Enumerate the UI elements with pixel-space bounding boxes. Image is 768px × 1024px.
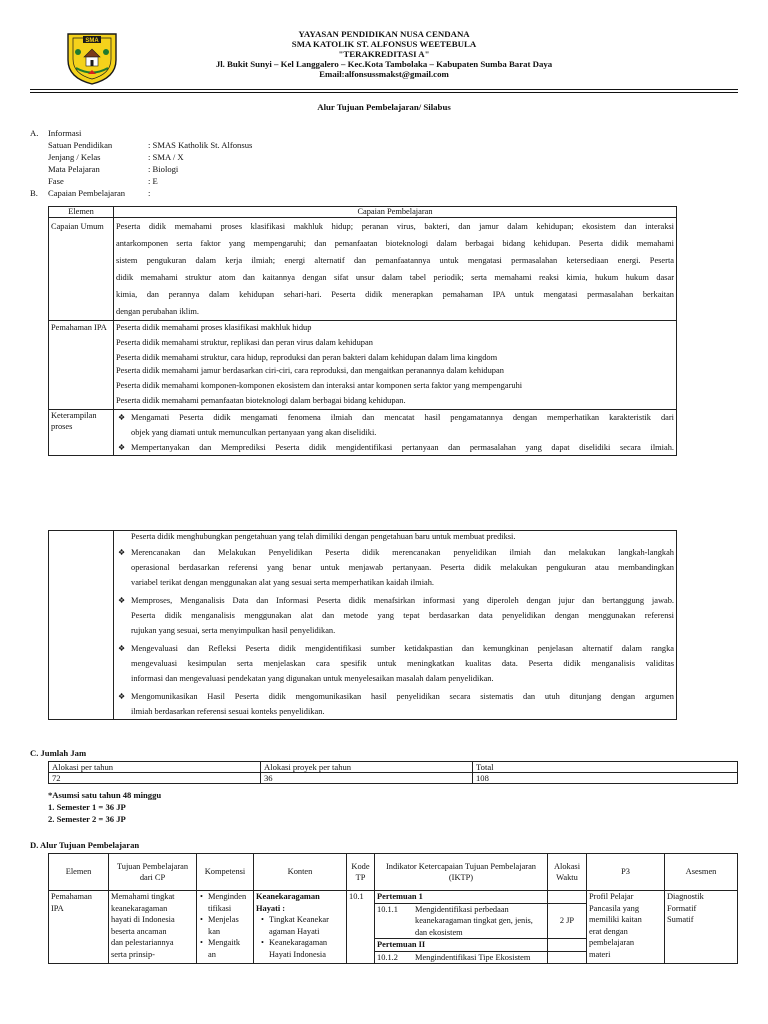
capaian-table <box>48 206 677 456</box>
list-item: ❖ Mempertanyakan dan Memprediksi Peserta didik mengidentifikasi pertanyaan dan permasalahan yang dapat diselidiki secara ilmiah. <box>116 440 674 455</box>
elemen-cell: Capaian Umum <box>49 218 114 321</box>
list-item: ❖ Mengamati Peserta didik mengamati fenomena ilmiah dan mencatat hasil pengamatannya dengan memperhatikan karakteristik dari objek yang diamati untuk memunculkan pertanyaan yang akan diselidiki. <box>116 410 674 440</box>
table-header-row <box>49 762 738 773</box>
bullet-icon: ❖ <box>118 596 126 605</box>
svg-text:SMA: SMA <box>85 38 99 44</box>
address: Jl. Bukit Sunyi – Kel Langgalero – Kec.Kota Tambolaka – Kabupaten Sumba Barat Daya <box>215 59 553 69</box>
bullet-icon: ❖ <box>118 692 126 701</box>
table-row <box>49 891 738 964</box>
table-cell: 10.1 <box>347 891 375 964</box>
header-elemen: Elemen <box>49 207 114 218</box>
header-cell: Kompetensi <box>197 854 254 891</box>
table-cell: 2 JP <box>548 891 587 964</box>
school-name: SMA KATOLIK ST. ALFONSUS WEETEBULA <box>291 39 477 49</box>
header-cell: Konten <box>254 854 347 891</box>
table-cell: 36 <box>261 773 473 784</box>
email: Email:alfonsussmakst@gmail.com <box>319 69 449 79</box>
table-row <box>49 410 677 456</box>
table-header-row <box>49 854 738 891</box>
letterhead <box>180 29 588 79</box>
list-item: • Keanekaragaman Hayati Indonesia <box>261 938 328 959</box>
list-item: Peserta didik memahami komponen-komponen ekosistem dan interaksi antar komponen serta faktor yang mempengaruhi <box>116 381 523 390</box>
header-cell: P3 <box>587 854 665 891</box>
table-cell: 72 <box>49 773 261 784</box>
table-cell: Memahami tingkat keanekaragaman hayati di Indonesia beserta ancaman dan pelestariannya serta prinsip- <box>109 891 197 964</box>
elemen-cell: Keterampilan proses <box>49 410 114 456</box>
letterhead-divider-thin <box>30 92 738 93</box>
list-item: • Menjelas kan <box>200 915 239 936</box>
table-cell: Profil Pelajar Pancasila yang memiliki kaitan erat dengan pembelajaran materi <box>587 891 665 964</box>
header-cell: Asesmen <box>665 854 738 891</box>
bullet-icon: ❖ <box>118 548 126 557</box>
section-number: A. <box>30 128 39 138</box>
list-item: Peserta didik memahami proses klasifikasi makhluk hidup <box>116 323 312 332</box>
header-capaian: Capaian Pembelajaran <box>114 207 677 218</box>
list-item: ❖ Mengomunikasikan Hasil Peserta didik mengomunikasikan hasil penyelidikan secara sistematis dan utuh ditunjang dengan argumen ilmiah berdasarkan referensi sesuai konteks penyelidikan. <box>116 689 674 719</box>
capaian-table-continued <box>48 530 677 720</box>
header-cell: Tujuan Pembelajaran dari CP <box>109 854 197 891</box>
foundation-name: YAYASAN PENDIDIKAN NUSA CENDANA <box>298 29 470 39</box>
list-item: Peserta didik memahami pemanfaatan bioteknologi dalam berbagai bidang kehidupan. <box>116 396 406 405</box>
atp-table <box>48 853 738 964</box>
list-item: • Mengaitk an <box>200 938 241 959</box>
header-cell: Alokasi Waktu <box>548 854 587 891</box>
pemahaman-cell <box>114 321 677 410</box>
capaian-umum-cell: Peserta didik memahami proses klasifikasi makhluk hidup; peranan virus, bakteri, dan jamur dalam kehidupan; ekosistem dan interaksi antarkomponen serta faktor yang mempengaruhi; dan pemanfaatan bioteknologi dalam berbagai bidang kehidupan. Peserta didik memahami sistem pengukuran dalam kerja ilmiah; energi alternatif dan pemanfaatannya untuk mengatasi permasalahan ketersediaan energi. Peserta didik memahami struktur atom dan kaitannya dengan sifat unsur dalam tabel periodik; serta memahami reaksi kimia, hukum hukum dasar kimia, dan perannya dalam kehidupan sehari-hari. Peserta didik menerapkan pemahaman IPA untuk mengatasi permasalahan berkaitan dengan perubahan iklim. <box>114 218 677 321</box>
list-item: Peserta didik memahami jamur berdasarkan ciri-ciri, cara reproduksi, dan mengaitkan peranannya dalam kehidupan <box>116 366 504 375</box>
list-item: 10.1.1 Mengidentifikasi perbedaan keanekaragaman tingkat gen, jenis, dan ekosistem <box>375 904 547 940</box>
keterampilan-cell <box>114 410 677 456</box>
header-cell: Total <box>473 762 738 773</box>
list-item: ❖ Memproses, Menganalisis Data dan Informasi Peserta didik menafsirkan informasi yang diperoleh dengan jujur dan bertanggung jawab. Peserta didik menganalisis menggunakan alat dan metode yang tepat berdasarkan data penyelidikan dengan menggunakan referensi rujukan yang sesuai, serta menyimpulkan hasil penyelidikan. <box>116 593 674 638</box>
iktp-cell: Pertemuan 1 10.1.1 Mengidentifikasi perbedaan keanekaragaman tingkat gen, jenis, dan ekosistem Pertemuan II 10.1.2 Mengindentifikasi Tipe Ekosistem <box>375 891 548 964</box>
list-item: 10.1.2 Mengindentifikasi Tipe Ekosistem <box>377 952 531 962</box>
table-row <box>49 218 677 321</box>
elemen-cell: Pemahaman IPA <box>49 321 114 410</box>
table-header-row <box>49 207 677 218</box>
table-cell: Keanekaragaman Hayati : • Tingkat Keanekar agaman Hayati • Keanekaragaman Hayati Indonesia <box>254 891 347 964</box>
list-item: Peserta didik memahami struktur, cara hidup, reproduksi dan peran bakteri dalam kehidupan dalam lima kingdom <box>116 353 498 362</box>
bullet-icon: ❖ <box>118 413 126 422</box>
table-cell: Pemahaman IPA <box>49 891 109 964</box>
table-row <box>49 321 677 410</box>
section-atp-title: D. Alur Tujuan Pembelajaran <box>30 840 140 850</box>
list-item: Peserta didik menghubungkan pengetahuan yang telah dimiliki dengan pengetahuan baru untuk membuat prediksi. <box>131 532 516 541</box>
header-cell: Kode TP <box>347 854 375 891</box>
list-item: ❖ Mengevaluasi dan Refleksi Peserta didik mengidentifikasi sumber ketidakpastian dan kemungkinan penjelasan alternatif dalam rangka mengevaluasi kesimpulan serta menjelaskan cara spesifik untuk meningkatkan kualitas data. Peserta didik menganalisis validitas informasi dan mengevaluasi pendekatan yang digunakan untuk menyelesaikan masalah dalam penyelidikan. <box>116 641 674 686</box>
header-cell: Alokasi per tahun <box>49 762 261 773</box>
list-item: • Menginden tifikasi <box>200 892 247 913</box>
table-cell: Diagnostik Formatif Sumatif <box>665 891 738 964</box>
letterhead-divider <box>30 89 738 90</box>
section-jumlah-jam-title: C. Jumlah Jam <box>30 748 87 758</box>
bullet-icon: ❖ <box>118 443 126 452</box>
header-cell: Indikator Ketercapaian Tujuan Pembelajaran (IKTP) <box>375 854 548 891</box>
header-cell: Alokasi proyek per tahun <box>261 762 473 773</box>
table-cell: 108 <box>473 773 738 784</box>
elemen-cell <box>49 531 114 720</box>
list-item: ❖ Merencanakan dan Melakukan Penyelidikan Peserta didik merencanakan penyelidikan ilmiah dan melakukan langkah-langkah operasional berdasarkan referensi yang benar untuk menjawab pertanyaan. Peserta didik melakukan pengukuran atau membandingkan variabel terikat dengan menggunakan alat yang sesuai serta memperhatikan kaidah ilmiah. <box>116 545 674 590</box>
document-title: Alur Tujuan Pembelajaran/ Silabus <box>317 102 451 112</box>
jumlah-jam-table <box>48 761 738 784</box>
table-row <box>49 531 677 720</box>
list-item: • Tingkat Keanekar agaman Hayati <box>261 915 329 936</box>
table-row <box>49 773 738 784</box>
accreditation: "TERAKREDITASI A" <box>338 49 430 59</box>
document-page: SMA YAYASAN PENDIDIKAN NUSA CENDANA SMA KATOLIK ST. ALFONSUS WEETEBULA "TERAKREDITASI A" Jl. Bukit Sunyi – Kel Langgalero – Kec.Kota Tambolaka – Kabupaten Sumba Barat Daya Email:alfonsussmakst@gmail.com Alur Tujuan Pembelajaran/ Silabus A. Informasi Satuan Pendidikan : SMAS Katholik St. Alfonsus Jenjang / Kelas : SMA / X Mata Pelajaran : Biologi Fase : E B. Capaian Pembelajaran : Elemen Capaian Pembelajaran Capaian Umum Peserta didik memahami proses klasifikasi makhluk hidup; peranan virus, bakteri, dan jamur dalam kehidupan; ekosistem dan interaksi antarkomponen serta faktor yang mempengaruhi; dan pemanfaatan bioteknologi dalam berbagai bidang kehidupan. Peserta didik memahami sistem pengukuran dalam kerja ilmiah; energi alternatif dan pemanfaatannya untuk mengatasi permasalahan ketersediaan energi. Peserta didik memahami struktur atom dan kaitannya dengan sifat unsur dalam tabel periodik; serta memahami reaksi kimia, hukum hukum dasar kimia, dan perannya dalam kehidupan sehari-hari. Peserta didik menerapkan pemahaman IPA untuk mengatasi permasalahan berkaitan dengan perubahan iklim. Pemahaman IPA Peserta didik memahami proses klasifikasi makhluk hidup Peserta didik memahami struktur, replikasi dan peran virus dalam kehidupan Peserta didik memahami struktur, cara hidup, reproduksi dan peran bakteri dalam kehidupan dalam lima kingdom Peserta didik memahami jamur berdasarkan ciri-ciri, cara reproduksi, dan mengaitkan peranannya dalam kehidupan Peserta didik memahami komponen-komponen ekosistem dan interaksi antar komponen serta faktor yang mempengaruhi Peserta didik memahami pemanfaatan bioteknologi dalam berbagai bidang kehidupan. Keterampilan proses ❖ Mengamati Peserta didik mengamati fenomena ilmiah dan mencatat hasil pengamatannya dengan memperhatikan karakteristik dari objek yang diamati untuk memunculkan pertanyaan yang akan diselidiki. ❖ Mempertanyakan dan Memprediksi Peserta didik mengidentifikasi pertanyaan dan permasalahan yang dapat diselidiki secara ilmiah. Peserta didik menghubungkan pengetahuan yang telah dimiliki dengan pengetahuan baru untuk membuat prediksi. ❖ Merencanakan dan Melakukan Penyelidikan Peserta didik merencanakan penyelidikan ilmiah dan melakukan langkah-langkah operasional berdasarkan referensi yang benar untuk menjawab pertanyaan. Peserta didik melakukan pengukuran atau membandingkan variabel terikat dengan menggunakan alat yang sesuai serta memperhatikan kaidah ilmiah. ❖ Memproses, Menganalisis Data dan Informasi Peserta didik menafsirkan informasi yang diperoleh dengan jujur dan bertanggung jawab. Peserta didik menganalisis menggunakan alat dan metode yang tepat berdasarkan data penyelidikan dengan menggunakan referensi rujukan yang sesuai, serta menyimpulkan hasil penyelidikan. ❖ Mengevaluasi dan Refleksi Peserta didik mengidentifikasi sumber ketidakpastian dan kemungkinan penjelasan alternatif dalam rangka mengevaluasi kesimpulan serta menjelaskan cara spesifik untuk meningkatkan kualitas data. Peserta didik menganalisis validitas informasi dan mengevaluasi pendekatan yang digunakan untuk menyelesaikan masalah dalam penyelidikan. ❖ Mengomunikasikan Hasil Peserta didik mengomunikasikan hasil penyelidikan secara sistematis dan utuh ditunjang dengan argumen ilmiah berdasarkan referensi sesuai konteks penyelidikan. C. Jumlah Jam Alokasi per tahun Alokasi proyek per tahun Total 72 36 108 *Asumsi satu tahun 48 minggu 1. Semester 1 = 36 JP 2. Semester 2 = 36 JP D. Alur Tujuan Pembelajaran Elemen Tujuan Pembelajaran dari CP Kompetensi Konten Kode TP Indikator Ketercapaian Tujuan Pembelajaran (IKTP) Alokasi Waktu P3 Asesmen Pemahaman IPA Memahami tingkat keanekaragaman hayati di Indonesia beserta ancaman dan pelestariannya serta prinsip- • Menginden tifikasi • Menjelas kan • Mengaitk an Keanekaragaman Hayati : • Tingkat Keanekar agaman Hayati • Keanekaragaman Hayati Indonesia 10.1 Pertemuan 1 10.1.1 Mengidentifikasi perbedaan keanekaragaman tingkat gen, jenis, dan ekosistem Pertemuan II 10.1.2 Mengindentifikasi Tipe Ekosistem 2 JP Profil Pelajar Pancasila yang memiliki kaitan erat dengan pembelajaran materi Diagnostik Formatif Sumatif <box>0 0 768 1024</box>
jumlah-jam-notes: *Asumsi satu tahun 48 minggu 1. Semester 1 = 36 JP 2. Semester 2 = 36 JP <box>48 790 162 824</box>
header-cell: Elemen <box>49 854 109 891</box>
school-logo <box>62 30 122 86</box>
keterampilan-cell <box>114 531 677 720</box>
bullet-icon: ❖ <box>118 644 126 653</box>
list-item: Peserta didik memahami struktur, replikasi dan peran virus dalam kehidupan <box>116 338 373 347</box>
table-cell <box>197 891 254 964</box>
section-title: Informasi <box>48 128 82 138</box>
